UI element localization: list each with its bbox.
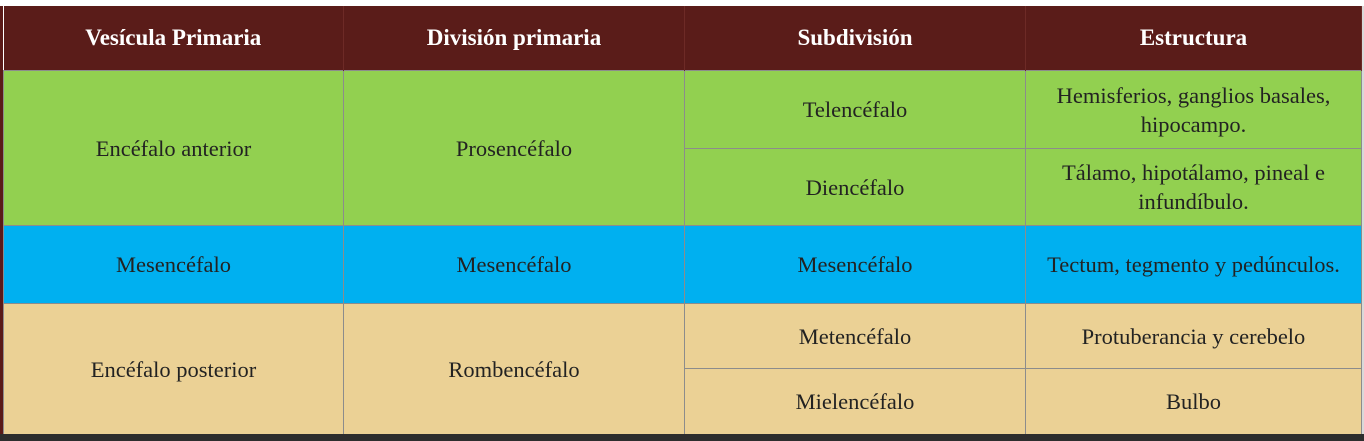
header-subdivision: Subdivisión bbox=[685, 6, 1026, 71]
subdivision-cell: Mesencéfalo bbox=[685, 226, 1026, 304]
brain-vesicles-table bbox=[3, 6, 1362, 435]
estructura-cell: Bulbo bbox=[1026, 369, 1362, 435]
subdivision-cell: Telencéfalo bbox=[685, 71, 1026, 149]
vesicula-cell: Encéfalo anterior bbox=[4, 71, 344, 226]
table-row bbox=[4, 226, 1362, 304]
bottom-bar bbox=[0, 434, 1364, 441]
estructura-cell: Tálamo, hipotálamo, pineal e infundíbulo. bbox=[1026, 149, 1362, 226]
division-cell: Prosencéfalo bbox=[344, 71, 685, 226]
division-cell: Rombencéfalo bbox=[344, 304, 685, 435]
subdivision-cell: Mielencéfalo bbox=[685, 369, 1026, 435]
estructura-cell: Hemisferios, ganglios basales, hipocampo. bbox=[1026, 71, 1362, 149]
subdivision-cell: Diencéfalo bbox=[685, 149, 1026, 226]
header-division-primaria: División primaria bbox=[344, 6, 685, 71]
vesicula-cell: Mesencéfalo bbox=[4, 226, 344, 304]
estructura-cell: Tectum, tegmento y pedúnculos. bbox=[1026, 226, 1362, 304]
header-row bbox=[4, 6, 1362, 71]
table-row bbox=[4, 304, 1362, 369]
header-vesicula-primaria: Vesícula Primaria bbox=[4, 6, 344, 71]
estructura-cell: Protuberancia y cerebelo bbox=[1026, 304, 1362, 369]
subdivision-cell: Metencéfalo bbox=[685, 304, 1026, 369]
division-cell: Mesencéfalo bbox=[344, 226, 685, 304]
header-estructura: Estructura bbox=[1026, 6, 1362, 71]
table-row bbox=[4, 71, 1362, 149]
vesicula-cell: Encéfalo posterior bbox=[4, 304, 344, 435]
